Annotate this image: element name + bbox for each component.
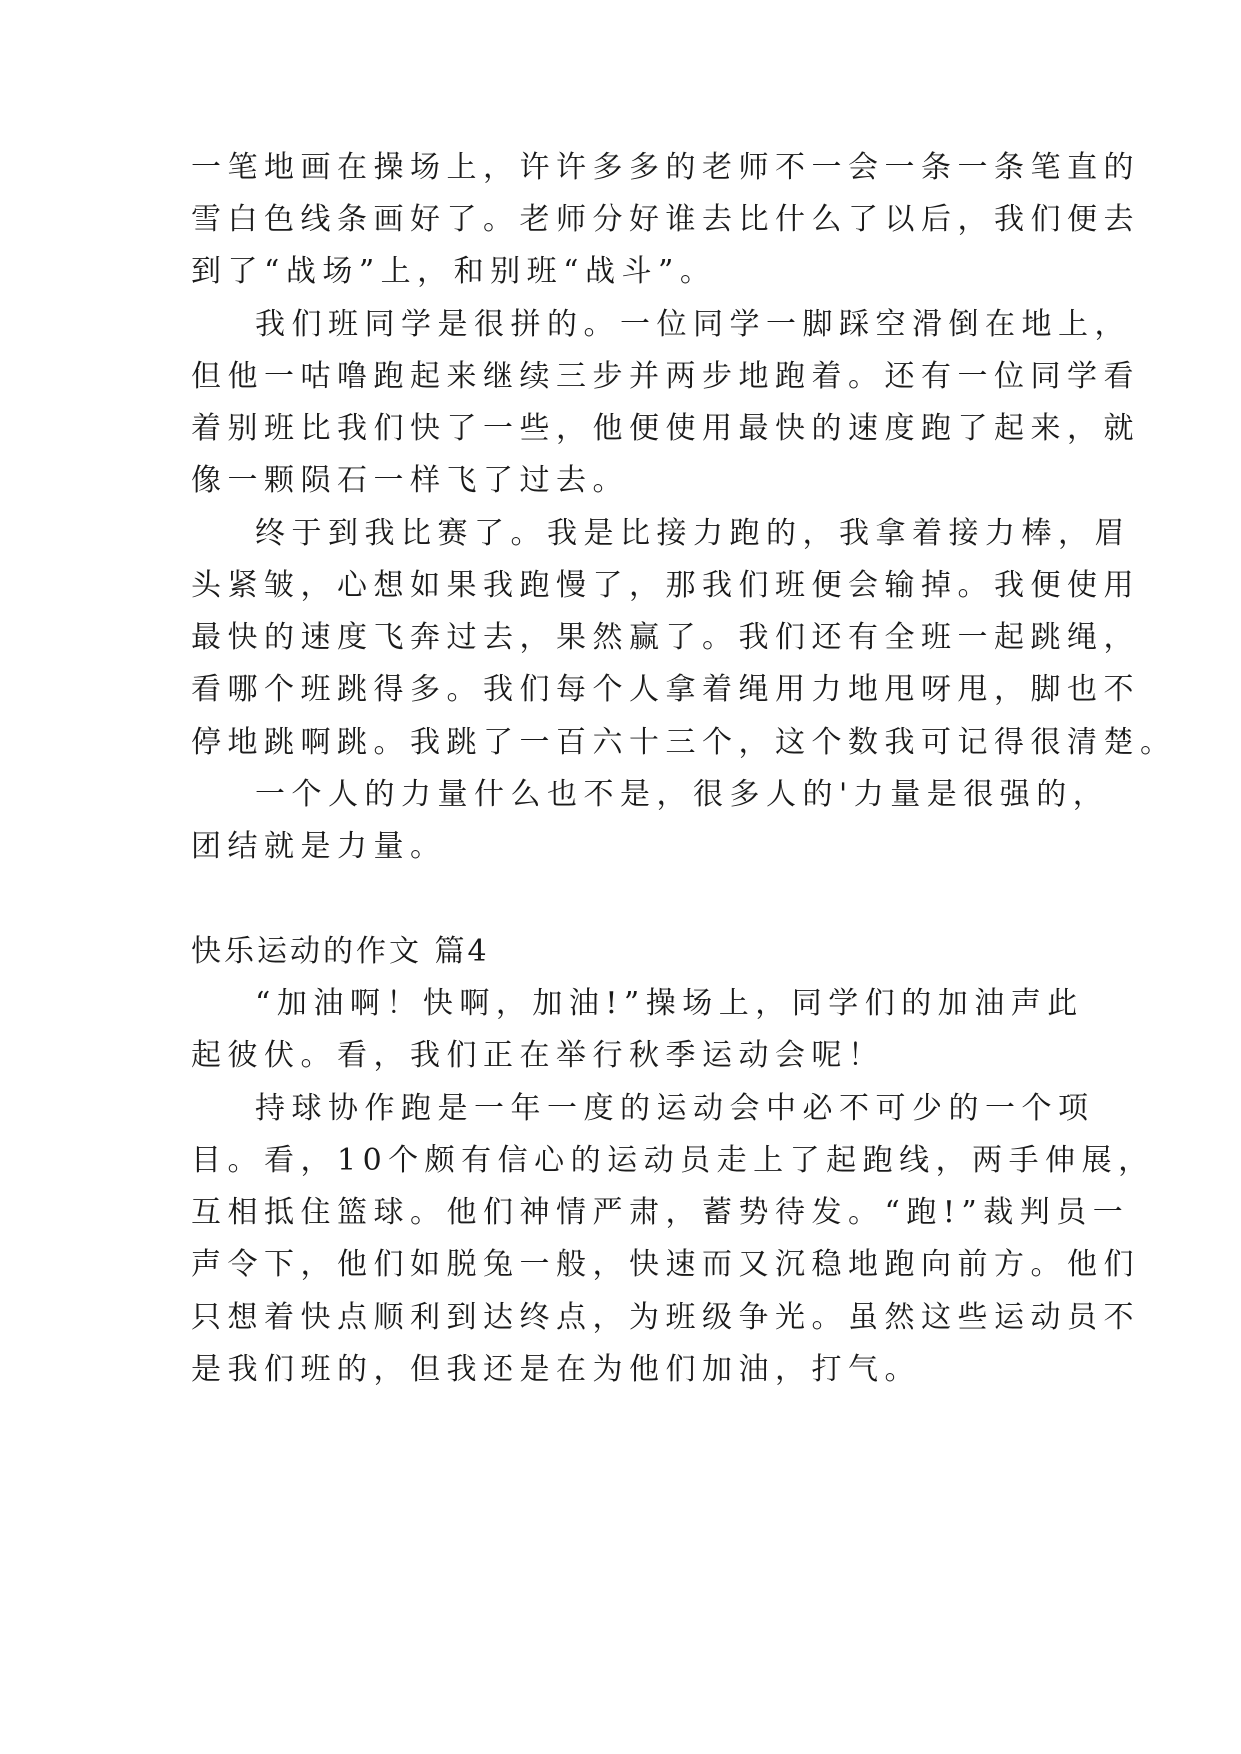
text-line: 团结就是力量。 — [191, 829, 447, 864]
text-line: 终于到我比赛了。我是比接力跑的，我拿着接力棒，眉 — [255, 516, 1131, 551]
text-line: 我们班同学是很拼的。一位同学一脚踩空滑倒在地上， — [255, 307, 1131, 342]
text-line: 看哪个班跳得多。我们每个人拿着绳用力地甩呀甩，脚也不 — [191, 672, 1140, 707]
text-line: 目。看，10个颇有信心的运动员走上了起跑线，两手伸展， — [191, 1143, 1155, 1178]
text-line: 雪白色线条画好了。老师分好谁去比什么了以后，我们便去 — [191, 202, 1140, 237]
text-line: 头紧皱，心想如果我跑慢了，那我们班便会输掉。我便使用 — [191, 568, 1140, 603]
text-line: 一个人的力量什么也不是，很多人的'力量是很强的， — [255, 777, 1110, 812]
section-title: 快乐运动的作文 篇4 — [191, 934, 490, 969]
text-line: 一笔地画在操场上，许许多多的老师不一会一条一条笔直的 — [191, 150, 1140, 185]
text-line: 声令下，他们如脱兔一般，快速而又沉稳地跑向前方。他们 — [191, 1247, 1140, 1282]
text-line: 着别班比我们快了一些，他便使用最快的速度跑了起来，就 — [191, 411, 1140, 446]
text-line: 到了“战场”上，和别班“战斗”。 — [191, 254, 717, 289]
text-line: 最快的速度飞奔过去，果然赢了。我们还有全班一起跳绳， — [191, 620, 1140, 655]
text-line: 起彼伏。看，我们正在举行秋季运动会呢！ — [191, 1038, 885, 1073]
text-line: 像一颗陨石一样飞了过去。 — [191, 463, 629, 498]
text-line: 停地跳啊跳。我跳了一百六十三个，这个数我可记得很清楚。 — [191, 725, 1177, 760]
text-line: 但他一咕噜跑起来继续三步并两步地跑着。还有一位同学看 — [191, 359, 1140, 394]
text-line: 持球协作跑是一年一度的运动会中必不可少的一个项 — [255, 1091, 1095, 1126]
text-line: 互相抵住篮球。他们神情严肃，蓄势待发。“跑!”裁判员一 — [191, 1195, 1130, 1230]
text-line: 只想着快点顺利到达终点，为班级争光。虽然这些运动员不 — [191, 1300, 1140, 1335]
text-line: 是我们班的，但我还是在为他们加油，打气。 — [191, 1352, 921, 1387]
text-line: “加油啊！快啊，加油!”操场上，同学们的加油声此 — [255, 986, 1084, 1021]
